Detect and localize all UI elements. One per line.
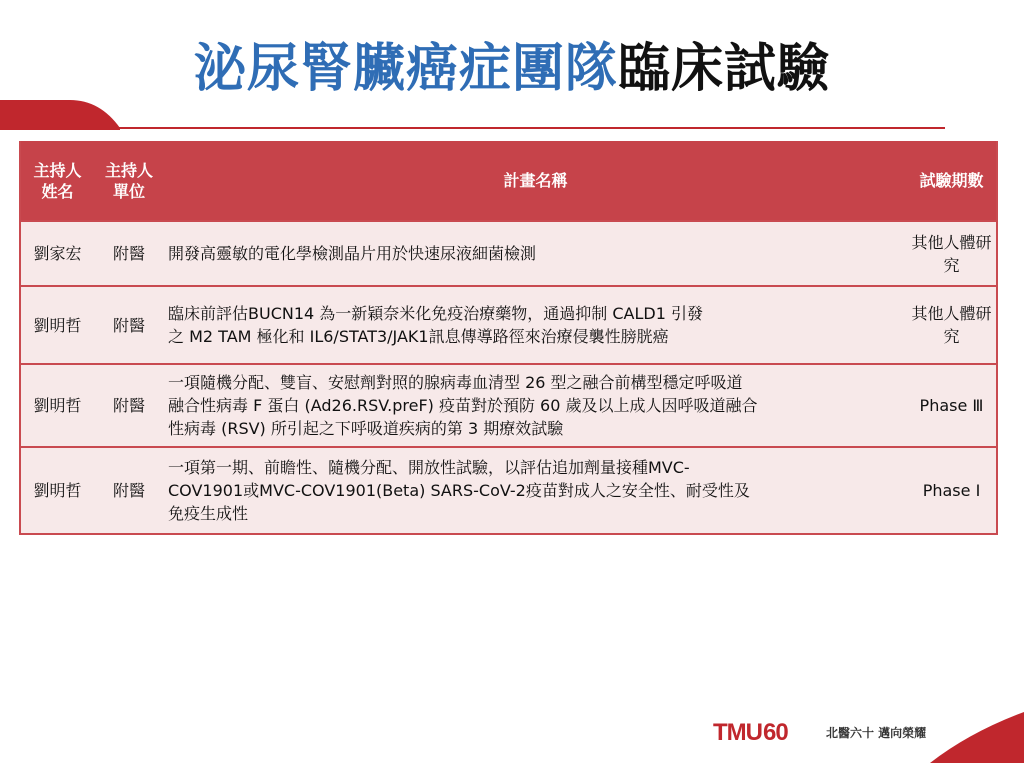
clinical-trials-table <box>19 141 998 535</box>
project-line: 免疫生成性 <box>168 504 249 523</box>
header-pi-unit-line1: 主持人 <box>104 160 153 180</box>
project-line: 之 M2 TAM 極化和 IL6/STAT3/JAK1訊息傳導路徑來治療侵襲性膀胱癌 <box>168 327 669 346</box>
cell-project <box>164 447 907 534</box>
project-line: 一項隨機分配、雙盲、安慰劑對照的腺病毒血清型 26 型之融合前構型穩定呼吸道 <box>168 373 743 392</box>
phase-line: 其他人體研 <box>911 232 992 252</box>
cell-phase <box>907 364 997 447</box>
phase-line: Phase Ⅰ <box>922 481 981 500</box>
header-pi-unit-line2: 單位 <box>112 181 145 201</box>
project-line: 臨床前評估BUCN14 為一新穎奈米化免疫治療藥物，通過抑制 CALD1 引發 <box>168 304 703 323</box>
cell-phase <box>907 286 997 364</box>
header-pi-name <box>20 141 94 221</box>
header-phase: 試驗期數 <box>919 171 984 190</box>
project-line: COV1901或MVC-COV1901(Beta) SARS-CoV-2疫苗對成人之安全性、耐受性及 <box>168 481 750 500</box>
cell-pi-name: 劉明哲 <box>33 315 82 335</box>
cell-pi-name: 劉家宏 <box>33 244 82 263</box>
project-line: 一項第一期、前瞻性、隨機分配、開放性試驗，以評估追加劑量接種MVC- <box>168 458 690 477</box>
project-line: 融合性病毒 F 蛋白 (Ad26.RSV.preF) 疫苗對於預防 60 歲及以上成人因呼吸道融合 <box>168 396 758 415</box>
footer-tagline: 北醫六十 邁向榮耀 <box>826 726 927 740</box>
table-row <box>20 364 997 447</box>
project-line: 開發高靈敏的電化學檢測晶片用於快速尿液細菌檢測 <box>168 244 537 263</box>
cell-pi-unit: 附醫 <box>112 315 145 335</box>
header-rule <box>95 127 945 129</box>
logo-text: TMU <box>713 719 762 746</box>
phase-line: 究 <box>943 327 960 346</box>
header-pi-name-line2: 姓名 <box>41 181 74 201</box>
table-row <box>20 221 997 286</box>
table-row <box>20 286 997 364</box>
header-pi-unit <box>94 141 164 221</box>
header-red-band <box>0 100 120 130</box>
cell-phase <box>907 447 997 534</box>
title-blue-part: 泌尿腎臟癌症團隊 <box>193 39 618 99</box>
project-line: 性病毒 (RSV) 所引起之下呼吸道疾病的第 3 期療效試驗 <box>168 419 564 438</box>
tmu60-logo <box>713 718 788 748</box>
logo-number: 60 <box>762 719 788 746</box>
title-black-part: 臨床試驗 <box>618 39 831 99</box>
table-row <box>20 447 997 534</box>
cell-pi-unit: 附醫 <box>112 481 145 500</box>
cell-project <box>164 364 907 447</box>
cell-pi-unit: 附醫 <box>112 396 145 415</box>
cell-phase <box>907 221 997 286</box>
cell-project <box>164 221 907 286</box>
phase-line: 究 <box>943 255 960 275</box>
cell-pi-name: 劉明哲 <box>33 481 82 500</box>
cell-pi-unit: 附醫 <box>112 244 145 263</box>
cell-pi-name: 劉明哲 <box>33 396 82 415</box>
page-title <box>0 26 1024 101</box>
header-pi-name-line1: 主持人 <box>33 160 82 180</box>
table-header-row <box>20 141 997 221</box>
cell-project <box>164 286 907 364</box>
header-project: 計畫名稱 <box>503 171 568 190</box>
phase-line: Phase Ⅲ <box>919 396 984 415</box>
phase-line: 其他人體研 <box>911 304 992 323</box>
